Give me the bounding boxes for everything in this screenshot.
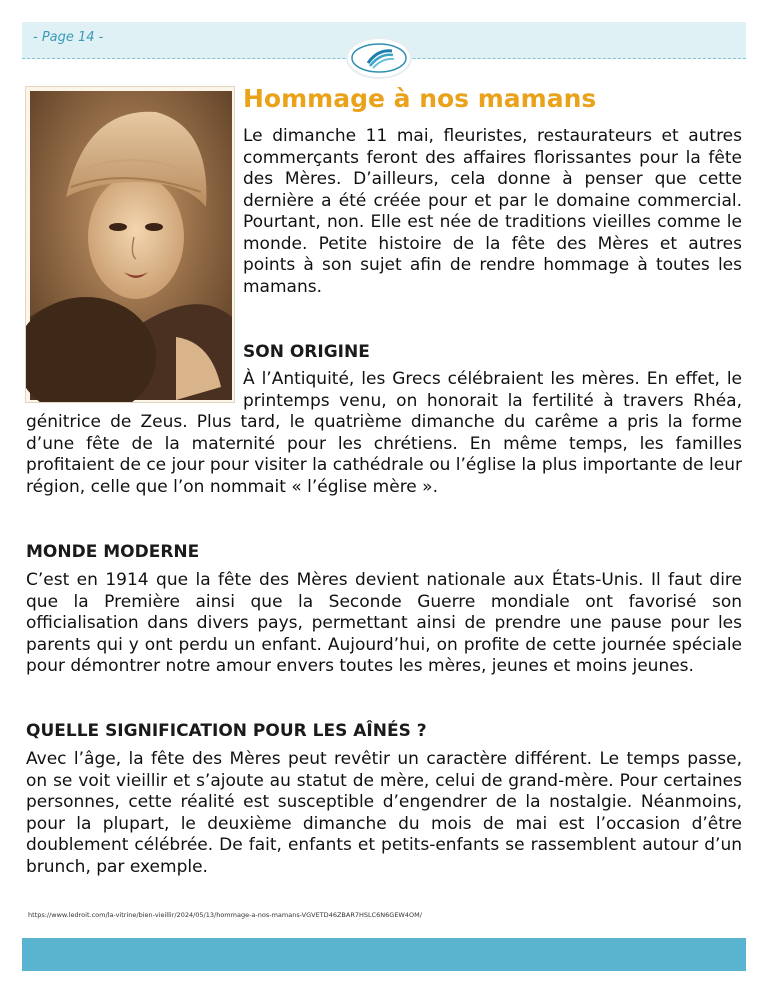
swoosh-logo-icon — [346, 37, 412, 79]
section-origin-text: À l’Antiquité, les Grecs célébraient les mères. En effet, le printemps venu, on honorait la fertilité à travers Rhéa, génitrice de Zeus. Plus tard, le quatrième dimanche du carême a pris la forme d’une fête de la maternité pour les chrétiens. En même temps, les familles profitaient de ce jour pour visiter la cathédrale ou l’église la plus importante de leur région, celle que l’on nommait « l’église mère ». — [26, 369, 742, 497]
section-seniors-text: Avec l’âge, la fête des Mères peut revêtir un caractère différent. Le temps passe, on se voit vieillir et s’ajoute au statut de mère, celui de grand-mère. Pour certaines personnes, cette réalité est susceptible d’engendrer de la nostalgie. Néanmoins, pour la plupart, le deuxième dimanche du mois de mai est l’occasion d’être doublement célébrée. De fait, enfants et petits-enfants se rassemblent autour d’un brunch, par exemple. — [26, 749, 742, 877]
source-link[interactable]: https://www.ledroit.com/la-vitrine/bien-vieillir/2024/05/13/hommage-a-nos-mamans-VGVETD46ZBAR7HSLC6N6GEW4OM/ — [28, 911, 422, 919]
article-title: Hommage à nos mamans — [243, 84, 597, 113]
vintage-portrait-photo — [25, 86, 235, 403]
section-heading-seniors: QUELLE SIGNIFICATION POUR LES AÎNÉS ? — [26, 721, 427, 741]
footer-band — [22, 938, 746, 971]
section-heading-origin: SON ORIGINE — [243, 342, 370, 362]
photo-wrap-spacer — [26, 369, 243, 412]
intro-paragraph: Le dimanche 11 mai, fleuristes, restaurateurs et autres commerçants feront des affaires florissantes pour la fête des Mères. D’ailleurs, cela donne à penser que cette dernière a été créée pour et par le domaine commercial. Pourtant, non. Elle est née de traditions vieilles comme le monde. Petite histoire de la fête des Mères et autres points à son sujet afin de rendre hommage à toutes les mamans. — [243, 126, 742, 297]
section-origin — [26, 369, 742, 498]
section-heading-modern: MONDE MODERNE — [26, 542, 200, 562]
section-modern-text: C’est en 1914 que la fête des Mères devient nationale aux États-Unis. Il faut dire que la Première ainsi que la Seconde Guerre mondiale ont favorisé son officialisation dans divers pays, permettant ainsi de prendre une pause pour les parents qui y ont perdu un enfant. Aujourd’hui, on profite de cette journée spéciale pour démontrer notre amour envers toutes les mères, jeunes et moins jeunes. — [26, 570, 742, 676]
page-number: - Page 14 - — [33, 30, 104, 45]
